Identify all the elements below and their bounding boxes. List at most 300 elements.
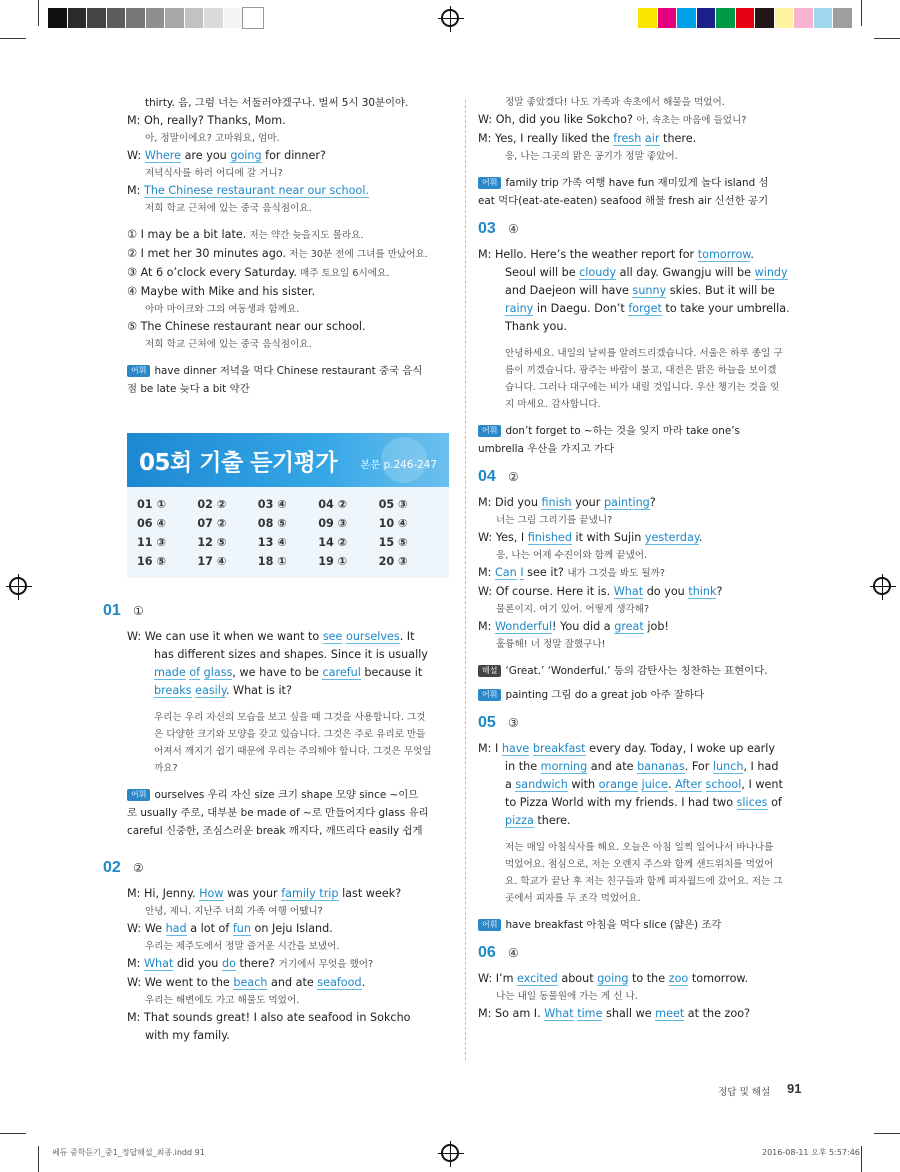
question-answer: ③ xyxy=(508,716,519,730)
question-04-script xyxy=(478,494,803,653)
answer-word: careful xyxy=(322,666,361,679)
translation-line: 정말 좋았겠다! 나도 가족과 속초에서 해물을 먹었어. xyxy=(505,97,725,108)
right-column xyxy=(478,94,803,1023)
question-06-header xyxy=(478,944,803,962)
answer-word: zoo xyxy=(668,972,689,985)
question-06-script xyxy=(478,970,803,1023)
script-line xyxy=(478,794,803,812)
script-line xyxy=(127,682,452,700)
text: a xyxy=(505,778,516,791)
vocab-note-line: 로 usually 주로, 대부분 be made of ~로 만들어지다 glass 유리 xyxy=(127,807,429,819)
script-line: with my family. xyxy=(145,1029,230,1042)
speaker-label: M: xyxy=(127,184,144,197)
speaker-label: W: xyxy=(127,922,145,935)
script-line xyxy=(478,564,803,583)
translation-line: 너는 그림 그리기를 끝냈니? xyxy=(496,515,613,526)
answer-cell: 15 ⑤ xyxy=(378,536,408,549)
text: shall we xyxy=(602,1007,656,1020)
translation-line: 름이 끼겠습니다. 광주는 바람이 불고, 대전은 맑은 하늘을 보이겠 xyxy=(505,365,777,376)
script-line xyxy=(478,111,803,130)
swatch xyxy=(126,8,146,28)
script-line xyxy=(478,970,803,988)
script-line xyxy=(478,583,803,601)
swatch xyxy=(658,8,678,28)
text: ? xyxy=(649,496,656,509)
answer-word: cloudy xyxy=(579,266,617,279)
answer-word: orange xyxy=(598,778,639,791)
answer-cell: 12 ⑤ xyxy=(197,536,227,549)
text: tomorrow. xyxy=(688,972,749,985)
question-answer: ① xyxy=(133,604,144,618)
script-line xyxy=(127,664,452,682)
question-01-translation xyxy=(127,709,452,777)
answer-cell: 06 ④ xyxy=(137,517,166,530)
crop-mark-tr-h xyxy=(874,38,900,39)
text: Did you xyxy=(494,496,542,509)
text: in Daegu. Don’t xyxy=(533,302,629,315)
speaker-label: M: xyxy=(478,132,495,145)
answer-word: seafood xyxy=(317,976,362,989)
answer-word: fun xyxy=(232,922,251,935)
answer-word: easily xyxy=(195,684,226,697)
question-01-script xyxy=(127,628,452,700)
answer-word: glass xyxy=(203,666,233,679)
answer-word: tomorrow xyxy=(697,248,751,261)
text: a lot of xyxy=(186,922,233,935)
text: are you xyxy=(181,149,231,162)
answer-cell: 02 ② xyxy=(197,498,227,511)
swatch xyxy=(833,8,853,28)
vocab-note: 어휘 don’t forget to ~하는 것을 잊지 마라 take one’s xyxy=(478,422,803,440)
question-02-script xyxy=(127,885,452,1045)
answer-word: family trip xyxy=(281,887,339,900)
translation-line: 저희 학교 근처에 있는 중국 음식점이요. xyxy=(145,203,312,214)
answer-word: of xyxy=(189,666,201,679)
test-title: 05회 기출 듣기평가 xyxy=(139,449,338,476)
crop-mark-br xyxy=(861,1146,862,1172)
script-line xyxy=(478,130,803,148)
translation-line: 우리는 우리 자신의 모습을 보고 싶을 때 그것을 사용합니다. 그것 xyxy=(154,712,426,723)
inline-translation: 거기에서 무엇을 했어? xyxy=(278,959,374,970)
script-line xyxy=(127,628,452,646)
question-01-header xyxy=(103,602,452,620)
script-line xyxy=(478,618,803,636)
script-line xyxy=(478,300,803,318)
text: see it? xyxy=(523,566,568,579)
script-line xyxy=(127,1009,452,1027)
answer-cell: 09 ③ xyxy=(318,517,348,530)
text: every day. Today, I woke up early xyxy=(585,742,776,755)
text: did you xyxy=(173,957,222,970)
swatch xyxy=(794,8,814,28)
vocab-badge: 어휘 xyxy=(127,789,150,801)
text: I’m xyxy=(495,972,518,985)
speaker-label: W: xyxy=(478,113,496,126)
speaker-label: M: xyxy=(127,957,144,970)
text: Hi, Jenny. xyxy=(143,887,200,900)
choice-translation: 저희 학교 근처에 있는 중국 음식점이요. xyxy=(145,339,312,350)
script-line xyxy=(478,1005,803,1023)
crop-mark-br-h xyxy=(874,1133,900,1134)
left-column-lower xyxy=(103,592,452,1045)
script-line xyxy=(478,758,803,776)
test-answer-box xyxy=(127,433,449,578)
answer-cell: 11 ③ xyxy=(137,536,166,549)
text: on Jeju Island. xyxy=(250,922,333,935)
answer-cell: 03 ④ xyxy=(257,498,287,511)
text: ? xyxy=(716,585,723,598)
answer-word: Can xyxy=(494,566,517,579)
speaker-label: W: xyxy=(478,531,496,544)
dialog-continued xyxy=(127,94,452,217)
text: to take your umbrella. xyxy=(661,302,790,315)
test-page-ref: 본문 p.246-247 xyxy=(360,459,437,471)
swatch xyxy=(107,8,127,28)
speaker-label: W: xyxy=(478,585,496,598)
inline-translation: 아, 속초는 마음에 들었니? xyxy=(636,115,747,126)
answer-word: I xyxy=(520,566,524,579)
swatch xyxy=(146,8,166,28)
answer-cell: 01 ① xyxy=(137,498,166,511)
swatch xyxy=(775,8,795,28)
question-03-translation xyxy=(478,345,803,413)
answer-word: ourselves xyxy=(346,630,400,643)
choice-line xyxy=(127,318,452,336)
text: , I went xyxy=(741,778,783,791)
speaker-label: M: xyxy=(127,887,144,900)
text: W: We can use it when we want to xyxy=(127,630,323,643)
text: Of course. Here it is. xyxy=(495,585,614,598)
vocab-note-line: careful 신중한, 조심스러운 break 깨지다, 깨뜨리다 easily 쉽게 xyxy=(127,825,423,837)
question-answer: ④ xyxy=(508,946,519,960)
speaker-label: M: xyxy=(478,620,495,633)
translation-line: 안녕하세요. 내일의 날씨를 알려드리겠습니다. 서울은 하루 종일 구 xyxy=(505,348,783,359)
swatch xyxy=(716,8,736,28)
speaker-label: W: xyxy=(127,149,145,162)
answer-word: time xyxy=(577,1007,603,1020)
answer-cell: 13 ④ xyxy=(257,536,287,549)
vocab-badge: 어휘 xyxy=(478,177,501,189)
question-05-translation xyxy=(478,839,803,907)
text: . xyxy=(667,778,676,791)
answer-word: have xyxy=(501,742,530,755)
text: . For xyxy=(684,760,713,773)
question-number: 03 xyxy=(478,220,496,237)
crop-mark-tl-h xyxy=(0,38,26,39)
translation-line: 은 다양한 크기와 모양을 갖고 있습니다. 그것은 주로 유리로 만들 xyxy=(154,729,426,740)
question-03-script xyxy=(478,246,803,336)
answer-word: morning xyxy=(540,760,588,773)
swatch xyxy=(814,8,834,28)
answer-word: windy xyxy=(754,266,788,279)
answer-word: lunch xyxy=(712,760,744,773)
text: with xyxy=(567,778,599,791)
choice-line xyxy=(127,301,452,318)
text: for dinner? xyxy=(261,149,326,162)
choice-line xyxy=(127,264,452,283)
vocab-note-line: umbrella 우산을 가지고 가다 xyxy=(478,443,615,455)
script-line xyxy=(127,885,452,903)
question-number: 04 xyxy=(478,468,496,485)
answer-word: rainy xyxy=(505,302,534,315)
text: So am I. xyxy=(494,1007,545,1020)
text: and Daejeon will have xyxy=(505,284,633,297)
inline-translation: 내가 그것을 봐도 될까? xyxy=(567,568,665,579)
registration-mark-top-icon xyxy=(441,9,459,27)
question-number: 01 xyxy=(103,602,121,619)
translation-line: 저는 매일 아침식사를 해요. 오늘은 아침 일찍 일어나서 바나나를 xyxy=(505,842,774,853)
answer-word: yesterday xyxy=(644,531,699,544)
answer-word: made xyxy=(154,666,186,679)
question-number: 06 xyxy=(478,944,496,961)
choice-text: ⑤ The Chinese restaurant near our school. xyxy=(127,320,366,333)
swatch xyxy=(204,8,224,28)
swatch xyxy=(48,8,68,28)
text: skies. But it will be xyxy=(666,284,775,297)
script-line xyxy=(478,318,803,336)
answer-word: meet xyxy=(655,1007,685,1020)
question-05-header xyxy=(478,714,803,732)
text: in the xyxy=(505,760,541,773)
script-line xyxy=(127,955,452,974)
answer-choices xyxy=(127,226,452,353)
text: and ate xyxy=(267,976,318,989)
answer-word: school xyxy=(705,778,742,791)
text: last week? xyxy=(338,887,402,900)
translation-line: 지 마세요. 감사합니다. xyxy=(505,399,601,410)
choice-translation: 저는 약간 늦을지도 몰라요. xyxy=(246,230,364,241)
question-05-script xyxy=(478,740,803,830)
question-answer: ④ xyxy=(508,222,519,236)
swatch xyxy=(677,8,697,28)
speaker-label: W: xyxy=(478,972,496,985)
question-answer: ② xyxy=(133,861,144,875)
text: ! You did a xyxy=(552,620,615,633)
text: Yes, I xyxy=(495,531,528,544)
question-02-header xyxy=(103,859,452,877)
answer-word: see xyxy=(322,630,343,643)
answer-word: How xyxy=(199,887,224,900)
text: . xyxy=(698,531,703,544)
answer-cell: 14 ② xyxy=(318,536,348,549)
answer-word: great xyxy=(614,620,644,633)
text: of xyxy=(767,796,782,809)
answer-word: Wonderful xyxy=(494,620,553,633)
vocab-note: 어휘 have breakfast 아침을 먹다 slice (얇은) 조각 xyxy=(478,916,803,934)
choice-translation: 아마 마이크와 그의 여동생과 함께요. xyxy=(145,304,300,315)
vocab-badge: 어휘 xyxy=(478,689,501,701)
timestamp-slug: 2016-08-11 오후 5:57:46 xyxy=(762,1148,860,1157)
translation-line: 까요? xyxy=(154,763,178,774)
column-divider xyxy=(465,100,466,1060)
left-column xyxy=(127,94,452,398)
swatch xyxy=(755,8,775,28)
choice-text: ④ Maybe with Mike and his sister. xyxy=(127,285,316,298)
question-number: 05 xyxy=(478,714,496,731)
translation-line: 물론이지. 여기 있어. 어떻게 생각해? xyxy=(496,604,650,615)
text: your xyxy=(571,496,604,509)
vocab-note: 어휘 have dinner 저녁을 먹다 Chinese restaurant 중국 음식 xyxy=(127,362,452,380)
swatch xyxy=(638,8,658,28)
text: We xyxy=(144,922,166,935)
script-line xyxy=(127,646,452,664)
speaker-label: M: xyxy=(127,1011,144,1024)
text: there. xyxy=(533,814,571,827)
vocab-note: 어휘 family trip 가족 여행 have fun 재미있게 놀다 island 섬 xyxy=(478,174,803,192)
answer-word: painting xyxy=(603,496,650,509)
file-slug: 쎄듀 중학듣기_중1_정답해설_최종.indd 91 xyxy=(52,1148,205,1157)
swatch xyxy=(68,8,88,28)
translation-line: 아, 정말이에요? 고마워요, 엄마. xyxy=(145,133,280,144)
swatch xyxy=(697,8,717,28)
text: all day. Gwangju will be xyxy=(616,266,755,279)
script-line xyxy=(478,282,803,300)
answer-cell: 17 ④ xyxy=(197,555,227,568)
grayscale-color-bar xyxy=(48,8,263,28)
answer-word: fresh xyxy=(613,132,642,145)
translation-line: 나는 내일 동물원에 가는 게 신 나. xyxy=(496,991,638,1002)
text: was your xyxy=(223,887,282,900)
answer-word: What xyxy=(544,1007,574,1020)
script-line xyxy=(127,147,452,165)
text: . What is it? xyxy=(225,684,292,697)
question-04-header xyxy=(478,468,803,486)
choice-line xyxy=(127,336,452,353)
speaker-label: M: xyxy=(478,1007,495,1020)
crop-mark-tl xyxy=(38,0,39,26)
swatch xyxy=(243,8,263,28)
answer-word: slices xyxy=(736,796,768,809)
swatch xyxy=(736,8,756,28)
swatch xyxy=(87,8,107,28)
text: has different sizes and shapes. Since it is usually xyxy=(154,648,428,661)
answer-cell: 08 ⑤ xyxy=(257,517,287,530)
text: , we have to be xyxy=(232,666,323,679)
answer-word: finished xyxy=(527,531,572,544)
swatch xyxy=(165,8,185,28)
choice-line xyxy=(127,226,452,245)
footer-label: 정답 및 해설 xyxy=(718,1087,771,1098)
translation-line: 응, 나는 어제 수진이와 함께 끝냈어. xyxy=(496,550,648,561)
text xyxy=(702,778,706,791)
choice-text: ③ At 6 o’clock every Saturday. xyxy=(127,266,297,279)
vocab-note: 어휘 ourselves 우리 자신 size 크기 shape 모양 since ~이므 xyxy=(127,786,452,804)
text: about xyxy=(557,972,598,985)
text: M: Hello. Here’s the weather report for xyxy=(478,248,698,261)
script-line xyxy=(478,246,803,264)
choice-text: ① I may be a bit late. xyxy=(127,228,247,241)
answer-word: excited xyxy=(517,972,558,985)
choice-translation: 저는 30분 전에 그녀를 만났어요. xyxy=(286,249,428,260)
registration-mark-right-icon xyxy=(873,577,891,595)
text: there. xyxy=(659,132,697,145)
answer-word: had xyxy=(165,922,187,935)
answer-word: The Chinese restaurant near our school. xyxy=(143,184,369,197)
dialog-continued xyxy=(478,94,803,165)
vocab-badge: 어휘 xyxy=(127,365,150,377)
crop-mark-bl-h xyxy=(0,1133,26,1134)
answer-cell: 16 ⑤ xyxy=(137,555,166,568)
text: Seoul will be xyxy=(505,266,580,279)
translation-line: 응, 나는 그곳의 맑은 공기가 정말 좋았어. xyxy=(505,151,678,162)
speaker-label: W: xyxy=(127,976,145,989)
answer-word: breaks xyxy=(154,684,192,697)
text: . xyxy=(361,976,366,989)
text: That sounds great! I also ate seafood in Sokcho xyxy=(143,1011,411,1024)
page-number: 91 xyxy=(787,1081,802,1096)
answer-cell: 04 ② xyxy=(318,498,348,511)
text: job! xyxy=(643,620,669,633)
answer-word: juice xyxy=(641,778,668,791)
script-line xyxy=(478,494,803,512)
translation-line: 습니다. 그러나 대구에는 비가 내릴 것입니다. 우산 챙기는 것을 잊 xyxy=(505,382,780,393)
text: Oh, really? Thanks, Mom. xyxy=(143,114,286,127)
script-line xyxy=(127,112,452,130)
script-line xyxy=(478,776,803,794)
swatch xyxy=(224,8,244,28)
translation-line: 어져서 깨지기 쉽기 때문에 우리는 주의해야 합니다. 그것은 무엇일 xyxy=(154,746,432,757)
choice-line xyxy=(127,283,452,301)
text: at the zoo? xyxy=(684,1007,751,1020)
choice-text: ② I met her 30 minutes ago. xyxy=(127,247,287,260)
script-line xyxy=(127,920,452,938)
translation-line: 먹었어요. 점심으로, 저는 오렌지 주스와 함께 샌드위치를 먹었어 xyxy=(505,859,774,870)
explanation-badge: 해설 xyxy=(478,665,501,677)
vocab-note-line: 점 be late 늦다 a bit 약간 xyxy=(127,383,250,395)
answer-word: pizza xyxy=(505,814,534,827)
answer-word: sandwich xyxy=(515,778,568,791)
answer-cell: 10 ④ xyxy=(378,517,408,530)
registration-mark-bottom-icon xyxy=(441,1144,459,1162)
text: Yes, I really liked the xyxy=(494,132,614,145)
answer-word: bananas xyxy=(637,760,685,773)
text: M: I xyxy=(478,742,502,755)
answer-word: What xyxy=(143,957,174,970)
swatch xyxy=(185,8,205,28)
speaker-label: M: xyxy=(127,114,144,127)
answer-word: breakfast xyxy=(532,742,586,755)
text: We went to the xyxy=(144,976,234,989)
text: there? xyxy=(235,957,279,970)
question-03-header xyxy=(478,220,803,238)
answer-cell: 07 ② xyxy=(197,517,227,530)
choice-line xyxy=(127,245,452,264)
answer-cell: 18 ① xyxy=(257,555,287,568)
text: , I had xyxy=(743,760,779,773)
question-answer: ② xyxy=(508,470,519,484)
speaker-label: M: xyxy=(478,496,495,509)
answer-word: air xyxy=(644,132,660,145)
translation-line: 우리는 해변에도 가고 해물도 먹었어. xyxy=(145,995,300,1006)
answer-cell: 19 ① xyxy=(318,555,348,568)
script-line xyxy=(478,812,803,830)
text: to the xyxy=(628,972,669,985)
script-line xyxy=(127,974,452,992)
translation-line: 우리는 제주도에서 정말 즐거운 시간을 보냈어. xyxy=(145,941,340,952)
text: to Pizza World with my friends. I had two xyxy=(505,796,737,809)
script-line xyxy=(478,529,803,547)
question-number: 02 xyxy=(103,859,121,876)
text: and ate xyxy=(587,760,638,773)
text: because it xyxy=(360,666,423,679)
script-line: thirty. 음, 그럼 너는 서둘러야겠구나. 벌써 5시 30분이야. xyxy=(145,97,409,109)
answer-cell: 20 ③ xyxy=(378,555,408,568)
vocab-badge: 어휘 xyxy=(478,919,501,931)
test-header xyxy=(127,433,449,487)
translation-line: 훌륭해! 너 정말 잘했구나! xyxy=(496,639,606,650)
answer-word: What xyxy=(613,585,644,598)
text: . It xyxy=(399,630,415,643)
